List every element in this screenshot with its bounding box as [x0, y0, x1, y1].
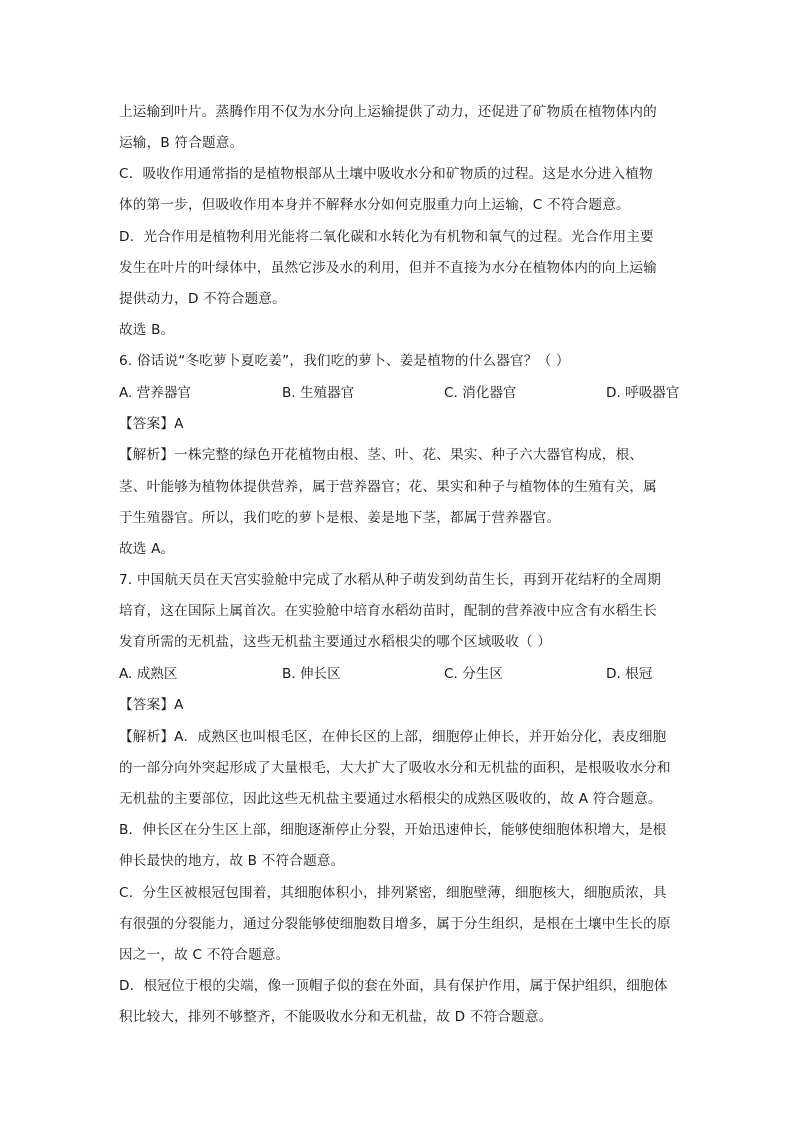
question-7-option-a: A. 成熟区: [119, 666, 178, 682]
analysis-line: C．吸收作用通常指的是植物根部从土壤中吸收水分和矿物质的过程。这是水分进入植物: [119, 166, 653, 182]
question-6-option-b: B. 生殖器官: [282, 385, 355, 401]
question-7-analysis-line: 的一部分向外突起形成了大量根毛，大大扩大了吸收水分和无机盐的面积，是根吸收水分和: [119, 760, 671, 776]
question-7-stem-line: 7. 中国航天员在天宫实验舱中完成了水稻从种子萌发到幼苗生长，再到开花结籽的全周期: [119, 572, 662, 588]
analysis-line: 上运输到叶片。蒸腾作用不仅为水分向上运输提供了动力，还促进了矿物质在植物体内的: [119, 104, 657, 120]
question-7-analysis-line: C．分生区被根冠包围着，其细胞体积小，排列紧密，细胞壁薄，细胞核大，细胞质浓，具: [119, 885, 667, 901]
question-7-stem-line: 培育，这在国际上属首次。在实验舱中培育水稻幼苗时，配制的营养液中应含有水稻生长: [119, 603, 657, 619]
question-7-option-b: B. 伸长区: [282, 666, 341, 682]
question-7-option-c: C. 分生区: [444, 666, 503, 682]
question-6-option-a: A. 营养器官: [119, 385, 192, 401]
question-6-conclusion: 故选 A。: [119, 541, 175, 557]
question-7-analysis-line: 有很强的分裂能力，通过分裂能够使细胞数目增多，属于分生组织，是根在土壤中生长的原: [119, 916, 671, 932]
question-6-answer: 【答案】A: [119, 416, 184, 432]
question-7-analysis-line: 无机盐的主要部位，因此这些无机盐主要通过水稻根尖的成熟区吸收的，故 A 符合题意。: [119, 791, 662, 807]
question-6-analysis-line: 于生殖器官。所以，我们吃的萝卜是根、姜是地下茎，都属于营养器官。: [119, 510, 561, 526]
conclusion-line: 故选 B。: [119, 322, 175, 338]
question-7-option-d: D. 根冠: [606, 666, 653, 682]
analysis-line: 体的第一步，但吸收作用本身并不解释水分如何克服重力向上运输，C 不符合题意。: [119, 197, 630, 213]
analysis-line: 提供动力，D 不符合题意。: [119, 291, 286, 307]
question-6-option-c: C. 消化器官: [444, 385, 517, 401]
question-7-analysis-line: D．根冠位于根的尖端，像一顶帽子似的套在外面，具有保护作用，属于保护组织，细胞体: [119, 978, 668, 994]
question-6-option-d: D. 呼吸器官: [606, 385, 680, 401]
question-6-stem: 6. 俗话说“冬吃萝卜夏吃姜”，我们吃的萝卜、姜是植物的什么器官？（ ）: [119, 353, 570, 369]
question-7-analysis-line: 因之一，故 C 不符合题意。: [119, 947, 290, 963]
analysis-line: 运输，B 符合题意。: [119, 135, 244, 151]
question-7-answer: 【答案】A: [119, 697, 184, 713]
question-6-analysis-line: 【解析】一株完整的绿色开花植物由根、茎、叶、花、果实、种子六大器官构成，根、: [119, 447, 644, 463]
question-7-analysis-line: 【解析】A．成熟区也叫根毛区，在伸长区的上部，细胞停止伸长，并开始分化，表皮细胞: [119, 729, 667, 745]
question-6-analysis-line: 茎、叶能够为植物体提供营养，属于营养器官；花、果实和种子与植物体的生殖有关，属: [119, 479, 657, 495]
question-7-analysis-line: B．伸长区在分生区上部，细胞逐渐停止分裂，开始迅速伸长，能够使细胞体积增大，是根: [119, 822, 667, 838]
question-7-stem-line: 发育所需的无机盐，这些无机盐主要通过水稻根尖的哪个区域吸收（ ）: [119, 634, 552, 650]
question-7-analysis-line: 积比较大，排列不够整齐，不能吸收水分和无机盐，故 D 不符合题意。: [119, 1009, 553, 1025]
analysis-line: D．光合作用是植物利用光能将二氧化碳和水转化为有机物和氧气的过程。光合作用主要: [119, 229, 654, 245]
analysis-line: 发生在叶片的叶绿体中，虽然它涉及水的利用，但并不直接为水分在植物体内的向上运输: [119, 260, 657, 276]
question-7-analysis-line: 伸长最快的地方，故 B 不符合题意。: [119, 853, 345, 869]
